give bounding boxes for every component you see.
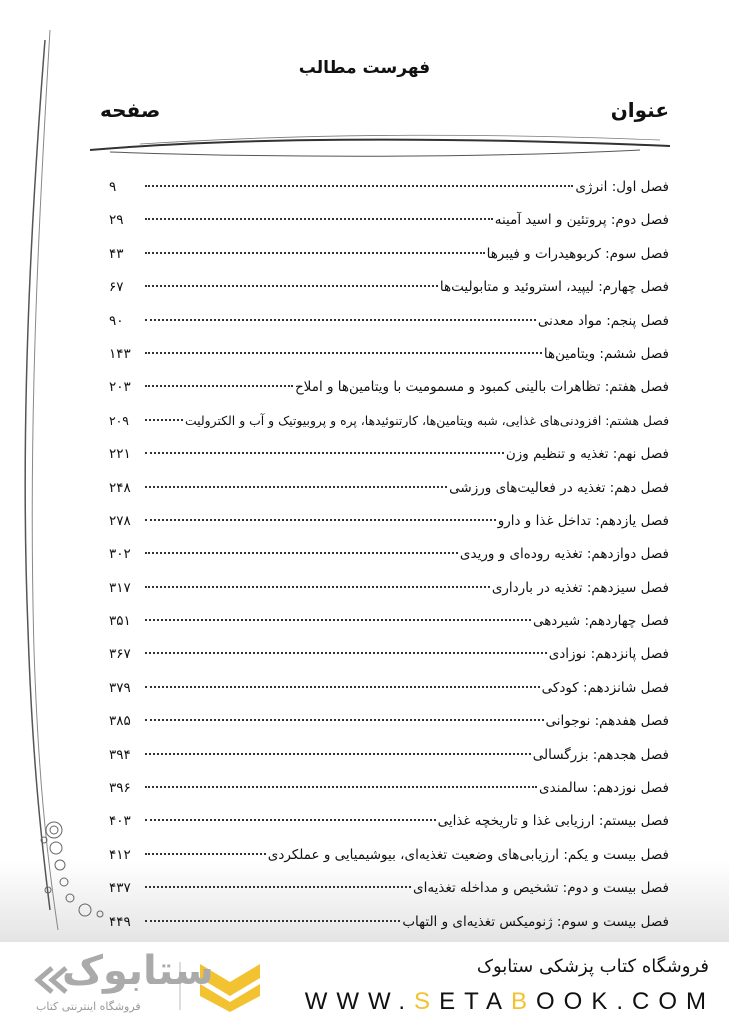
toc-entry-title: فصل شانزدهم: کودکی bbox=[541, 679, 669, 696]
dot-leader bbox=[145, 753, 531, 755]
toc-entry[interactable] bbox=[109, 744, 669, 777]
toc-entry[interactable] bbox=[109, 376, 669, 409]
dot-leader bbox=[145, 652, 547, 654]
toc-entry[interactable] bbox=[109, 710, 669, 743]
dot-leader bbox=[145, 552, 458, 554]
dot-leader bbox=[145, 686, 540, 688]
dot-leader bbox=[145, 786, 537, 788]
toc-entry[interactable] bbox=[109, 477, 669, 510]
dot-leader bbox=[145, 819, 436, 821]
toc-entry[interactable] bbox=[109, 176, 669, 209]
logo-tagline: فروشگاه اینترنتی کتاب bbox=[36, 1000, 141, 1013]
toc-entry-title: فصل یازدهم: تداخل غذا و دارو bbox=[497, 512, 669, 529]
toc-entry-page: ۳۱۷ bbox=[109, 579, 131, 596]
url-part: ETA bbox=[439, 988, 511, 1015]
toc-entry-title: فصل سیزدهم: تغذیه در بارداری bbox=[491, 579, 669, 596]
toc-entry-page: ۲۷۸ bbox=[109, 512, 131, 529]
toc-entry-page: ۳۸۵ bbox=[109, 713, 131, 730]
toc-entry-title: فصل نهم: تغذیه و تنظیم وزن bbox=[505, 446, 669, 463]
dot-leader bbox=[145, 920, 400, 922]
toc-entry[interactable] bbox=[109, 243, 669, 276]
toc-entry-title: فصل هفتم: تظاهرات بالینی کمبود و مسمومیت با ویتامین‌ها و املاح bbox=[294, 379, 669, 396]
dot-leader bbox=[145, 252, 485, 254]
column-header-title: عنوان bbox=[610, 98, 669, 122]
dot-leader bbox=[145, 619, 531, 621]
toc-entry[interactable] bbox=[109, 577, 669, 610]
toc-entry-title: فصل دهم: تغذیه در فعالیت‌های ورزشی bbox=[449, 479, 669, 496]
toc-entry-page: ۳۰۲ bbox=[109, 546, 131, 563]
url-part: OOK.COM bbox=[535, 988, 715, 1015]
toc-entry[interactable] bbox=[109, 911, 669, 944]
toc-entry-title: فصل هشتم: افزودنی‌های غذایی، شبه ویتامین‌ها، کارتنوئیدها، پره و پروبیوتیک و آب و الکترولیت bbox=[184, 412, 669, 428]
toc-entry[interactable] bbox=[109, 777, 669, 810]
url-part: WWW. bbox=[304, 988, 415, 1015]
toc-entry-page: ۳۵۱ bbox=[109, 613, 131, 630]
toc-entry-page: ۲۰۳ bbox=[109, 379, 131, 396]
dot-leader bbox=[145, 385, 293, 387]
toc-entry-title: فصل بیست و دوم: تشخیص و مداخله تغذیه‌ای bbox=[413, 880, 669, 897]
toc-entry-page: ۴۳ bbox=[109, 245, 124, 262]
url-part-accent: S bbox=[414, 988, 440, 1015]
toc-entry[interactable] bbox=[109, 877, 669, 910]
shop-name: فروشگاه کتاب پزشکی ستابوک bbox=[476, 956, 709, 977]
dot-leader bbox=[145, 285, 438, 287]
toc-entry-title: فصل هفدهم: نوجوانی bbox=[545, 713, 669, 730]
toc-entry-page: ۲۲۱ bbox=[109, 446, 131, 463]
toc-entry-page: ۲۰۹ bbox=[109, 412, 129, 428]
toc-entry-page: ۳۶۷ bbox=[109, 646, 131, 663]
toc-entry-page: ۹۰ bbox=[109, 312, 124, 329]
url-part-accent: B bbox=[510, 988, 536, 1015]
dot-leader bbox=[145, 853, 266, 855]
toc-entry-title: فصل نوزدهم: سالمندی bbox=[539, 780, 669, 797]
dot-leader bbox=[145, 719, 544, 721]
toc-entry-title: فصل بیستم: ارزیابی غذا و تاریخچه غذایی bbox=[437, 813, 669, 830]
toc-entry[interactable] bbox=[109, 610, 669, 643]
dot-leader bbox=[145, 886, 411, 888]
toc-entry[interactable] bbox=[109, 810, 669, 843]
dot-leader bbox=[145, 586, 490, 588]
toc-entry-title: فصل دوم: پروتئین و اسید آمینه bbox=[494, 212, 669, 229]
page-title: فهرست مطالب bbox=[298, 58, 431, 78]
dot-leader bbox=[145, 319, 536, 321]
toc-entry-page: ۲۴۸ bbox=[109, 479, 131, 496]
toc-entry[interactable] bbox=[109, 276, 669, 309]
footer-banner bbox=[0, 942, 729, 1023]
toc-entry-page: ۴۱۲ bbox=[109, 846, 131, 863]
website-url[interactable] bbox=[305, 988, 715, 1016]
toc-entry-title: فصل اول: انرژی bbox=[575, 179, 669, 195]
toc-entry[interactable] bbox=[109, 677, 669, 710]
toc-entry-title: فصل پانزدهم: نوزادی bbox=[548, 646, 669, 663]
toc-entry-page: ۳۹۶ bbox=[109, 780, 131, 797]
toc-entry[interactable] bbox=[109, 209, 669, 242]
toc-entry[interactable] bbox=[109, 443, 669, 476]
dot-leader bbox=[145, 452, 504, 454]
dot-leader bbox=[145, 519, 496, 521]
toc-entry-title: فصل دوازدهم: تغذیه روده‌ای و وریدی bbox=[459, 546, 669, 563]
toc-entry-page: ۴۰۳ bbox=[109, 813, 131, 830]
toc-entry-page: ۲۹ bbox=[109, 212, 124, 229]
toc-entry-title: فصل چهارم: لیپید، استروئید و متابولیت‌ها bbox=[439, 279, 669, 296]
toc-entry-page: ۴۳۷ bbox=[109, 880, 131, 897]
toc-entry-title: فصل پنجم: مواد معدنی bbox=[537, 312, 669, 329]
toc-entry[interactable] bbox=[109, 844, 669, 877]
header-divider bbox=[80, 128, 680, 168]
toc-entry-page: ۴۴۹ bbox=[109, 913, 131, 930]
toc-entry-title: فصل ششم: ویتامین‌ها bbox=[543, 345, 669, 362]
dot-leader bbox=[145, 218, 493, 220]
toc-entry[interactable] bbox=[109, 310, 669, 343]
toc-entry[interactable] bbox=[109, 543, 669, 576]
toc-entry-title: فصل بیست و یکم: ارزیابی‌های وضعیت تغذیه‌ای، بیوشیمیایی و عملکردی bbox=[267, 846, 669, 863]
dot-leader bbox=[145, 352, 542, 354]
toc-entry[interactable] bbox=[109, 643, 669, 676]
logo-wordmark: ستابوک bbox=[62, 948, 214, 994]
column-header-page: صفحه bbox=[100, 98, 161, 122]
dot-leader bbox=[145, 185, 573, 187]
toc-entry-title: فصل هجدهم: بزرگسالی bbox=[532, 746, 669, 763]
table-of-contents bbox=[109, 176, 669, 944]
toc-entry-title: فصل سوم: کربوهیدرات و فیبرها bbox=[486, 245, 669, 262]
toc-entry[interactable] bbox=[109, 343, 669, 376]
toc-entry[interactable] bbox=[109, 510, 669, 543]
toc-entry[interactable] bbox=[109, 410, 669, 443]
toc-entry-title: فصل بیست و سوم: ژنومیکس تغذیه‌ای و التهاب bbox=[402, 913, 669, 930]
toc-entry-page: ۹ bbox=[109, 179, 117, 195]
dot-leader bbox=[145, 419, 183, 421]
toc-entry-page: ۳۷۹ bbox=[109, 679, 131, 696]
toc-entry-page: ۱۴۳ bbox=[109, 345, 131, 362]
dot-leader bbox=[145, 486, 447, 488]
toc-entry-title: فصل چهاردهم: شیردهی bbox=[532, 613, 669, 630]
toc-entry-page: ۶۷ bbox=[109, 279, 124, 296]
toc-entry-page: ۳۹۴ bbox=[109, 746, 131, 763]
